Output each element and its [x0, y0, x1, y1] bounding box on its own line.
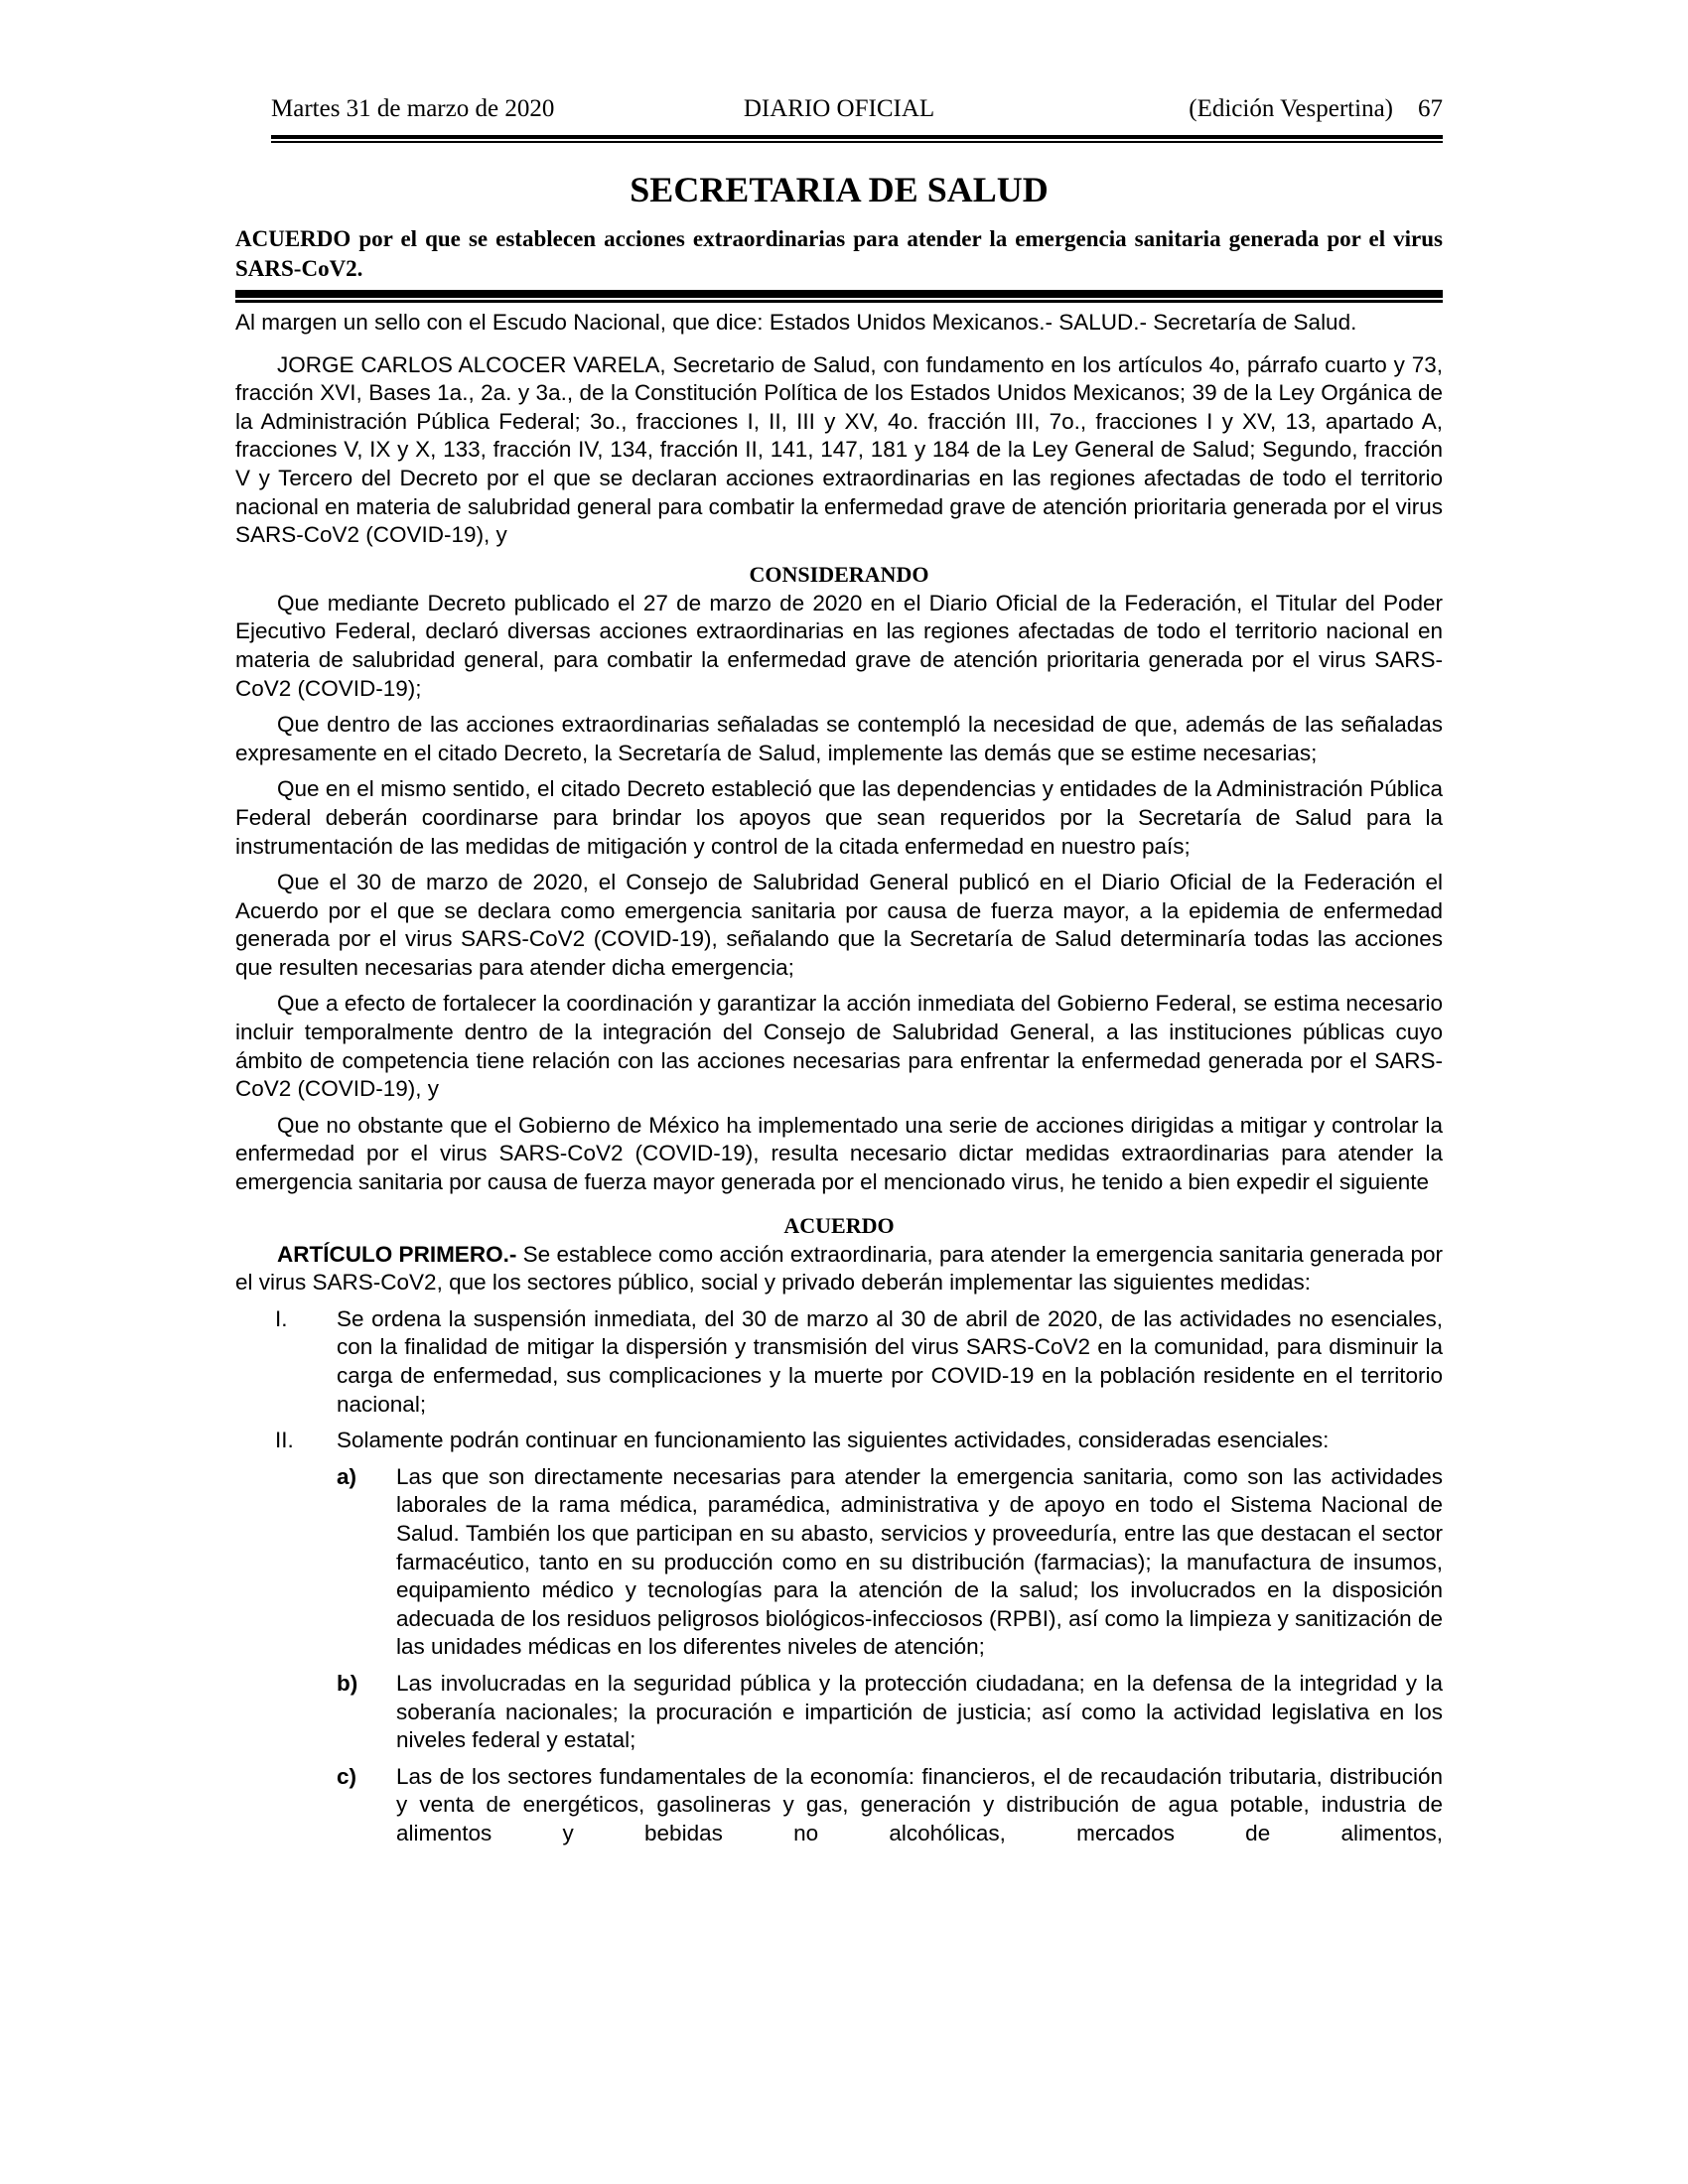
- sub-list-item: [337, 1763, 1443, 1848]
- list-item-text: Se ordena la suspensión inmediata, del 30 de marzo al 30 de abril de 2020, de las actividades no esenciales, con la finalidad de mitigar la dispersión y transmisión del virus SARS-CoV2 en la comunidad, para disminuir la carga de enfermedad, sus complicaciones y la muerte por COVID-19 en la población residente en el territorio nacional;: [337, 1305, 1443, 1417]
- document-body: [235, 309, 1443, 1848]
- sub-item-text: Las involucradas en la seguridad pública y la protección ciudadana; en la defensa de la integridad y la soberanía nacionales; la procuración e impartición de justicia; así como la actividad legislativa en los niveles federal y estatal;: [396, 1670, 1443, 1753]
- considerando-paragraph: Que en el mismo sentido, el citado Decreto estableció que las dependencias y entidades de la Administración Pública Federal deberán coordinarse para brindar los apoyos que sean requeridos por la Secretaría de Salud para la instrumentación de las medidas de mitigación y control de la citada enfermedad en nuestro país;: [235, 776, 1443, 859]
- header-date: Martes 31 de marzo de 2020: [271, 95, 555, 122]
- header-publication: DIARIO OFICIAL: [743, 95, 935, 122]
- list-item-number: I.: [275, 1305, 288, 1331]
- article-label: ARTÍCULO PRIMERO.-: [277, 1241, 517, 1267]
- considerando-heading: CONSIDERANDO: [749, 561, 929, 587]
- considerando-paragraph: Que mediante Decreto publicado el 27 de marzo de 2020 en el Diario Oficial de la Federación, el Titular del Poder Ejecutivo Federal, declaró diversas acciones extraordinarias en las regiones afectadas de todo el territorio nacional en materia de salubridad general, para combatir la enfermedad grave de atención prioritaria generada por el virus SARS-CoV2 (COVID-19);: [235, 590, 1443, 701]
- preamble: JORGE CARLOS ALCOCER VARELA, Secretario de Salud, con fundamento en los artículos 4o, párrafo cuarto y 73, fracción XVI, Bases 1a., 2a. y 3a., de la Constitución Política de los Estados Unidos Mexicanos; 39 de la Ley Orgánica de la Administración Pública Federal; 3o., fracciones I, II, III y XV, 4o. fracción III, 7o., fracciones I y XV, 13, apartado A, fracciones V, IX y X, 133, fracción IV, 134, fracción II, 141, 147, 181 y 184 de la Ley General de Salud; Segundo, fracción V y Tercero del Decreto por el que se declaran acciones extraordinarias en las regiones afectadas de todo el territorio nacional en materia de salubridad general para combatir la enfermedad grave de atención prioritaria generada por el virus SARS-CoV2 (COVID-19), y: [235, 351, 1443, 548]
- list-item: [235, 1305, 1443, 1419]
- article-primero: [235, 1241, 1443, 1297]
- considerando-paragraph: Que a efecto de fortalecer la coordinación y garantizar la acción inmediata del Gobierno Federal, se estima necesario incluir temporalmente dentro de la integración del Consejo de Salubridad General, a las instituciones públicas cuyo ámbito de competencia tiene relación con las acciones necesarias para enfrentar la enfermedad generada por el SARS-CoV2 (COVID-19), y: [235, 991, 1443, 1102]
- sub-item-text: Las que son directamente necesarias para atender la emergencia sanitaria, como son las actividades laborales de la rama médica, paramédica, administrativa y de apoyo en todo el Sistema Nacional de Salud. También los que participan en su abasto, servicios y proveeduría, entre las que destacan el sector farmacéutico, tanto en su producción como en su distribución (farmacias); la manufactura de insumos, equipamiento médico y tecnologías para la atención de la salud; los involucrados en la disposición adecuada de los residuos peligrosos biológicos-infecciosos (RPBI), así como la limpieza y sanitización de las unidades médicas en los diferentes niveles de atención;: [396, 1463, 1443, 1660]
- running-header: [235, 95, 1443, 135]
- article-text: Se establece como acción extraordinaria, para atender la emergencia sanitaria generada por el virus SARS-CoV2, que los sectores público, social y privado deberán implementar las siguientes medidas:: [235, 1241, 1443, 1296]
- sub-item-letter: a): [337, 1463, 357, 1489]
- sub-list-item: [337, 1670, 1443, 1755]
- considerando-paragraph: Que no obstante que el Gobierno de México ha implementado una serie de acciones dirigidas a mitigar y controlar la enfermedad por el virus SARS-CoV2 (COVID-19), resulta necesario dictar medidas extraordinarias para atender la emergencia sanitaria por causa de fuerza mayor generada por el mencionado virus, he tenido a bien expedir el siguiente: [235, 1112, 1443, 1195]
- sub-item-text: Las de los sectores fundamentales de la economía: financieros, el de recaudación tributaria, distribución y venta de energéticos, gasolineras y gas, generación y distribución de agua potable, industria de alimentos y bebidas no alcohólicas, mercados de alimentos,: [396, 1763, 1443, 1845]
- list-item: [235, 1427, 1443, 1455]
- section-title: SECRETARIA DE SALUD: [630, 170, 1049, 209]
- header-edition: (Edición Vespertina): [1189, 95, 1393, 122]
- header-rule: [271, 135, 1443, 143]
- sub-item-letter: c): [337, 1763, 357, 1789]
- list-item-text: Solamente podrán continuar en funcionamiento las siguientes actividades, consideradas esenciales:: [337, 1428, 1330, 1453]
- acuerdo-heading: ACUERDO: [783, 1212, 895, 1238]
- document-page: [235, 95, 1443, 1848]
- sub-list-item: [337, 1463, 1443, 1662]
- sub-item-letter: b): [337, 1670, 358, 1696]
- page-number: 67: [1418, 95, 1443, 122]
- seal-note: Al margen un sello con el Escudo Nacional, que dice: Estados Unidos Mexicanos.- SALUD.- Secretaría de Salud.: [235, 310, 1357, 335]
- title-rule: [235, 290, 1443, 303]
- list-item-number: II.: [275, 1428, 294, 1453]
- considerando-paragraph: Que dentro de las acciones extraordinarias señaladas se contempló la necesidad de que, además de las señaladas expresamente en el citado Decreto, la Secretaría de Salud, implemente las demás que se estime necesarias;: [235, 712, 1443, 765]
- considerando-paragraph: Que el 30 de marzo de 2020, el Consejo de Salubridad General publicó en el Diario Oficial de la Federación el Acuerdo por el que se declara como emergencia sanitaria por causa de fuerza mayor, a la epidemia de enfermedad generada por el virus SARS-CoV2 (COVID-19), señalando que la Secretaría de Salud determinaría todas las acciones que resulten necesarias para atender dicha emergencia;: [235, 870, 1443, 980]
- document-title: ACUERDO por el que se establecen acciones extraordinarias para atender la emergencia sanitaria generada por el virus SARS-CoV2.: [235, 226, 1443, 281]
- header-edition-page: [1189, 95, 1443, 123]
